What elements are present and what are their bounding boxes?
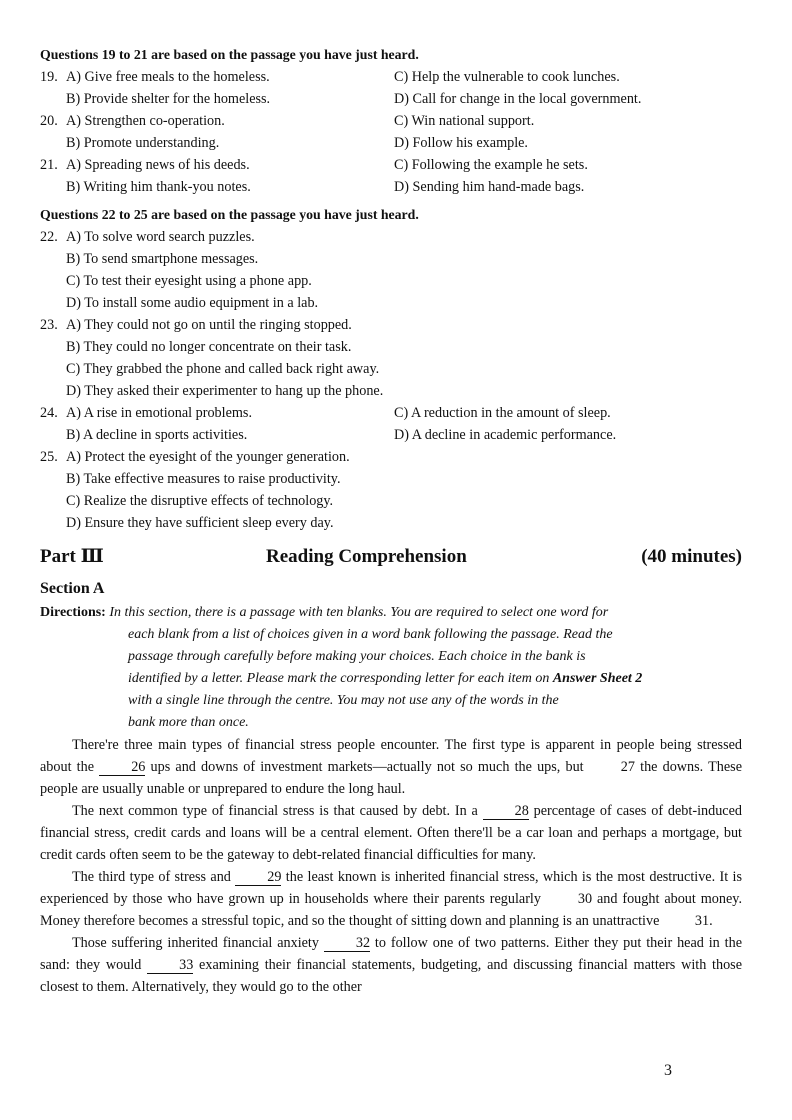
blank-26: 26: [99, 759, 145, 776]
answer-option: [394, 336, 742, 358]
question-number: [40, 380, 66, 402]
answer-option: A) Give free meals to the homeless.: [66, 69, 270, 85]
question-option-row: [40, 248, 742, 270]
question-number: [40, 88, 66, 110]
section-title: Section A: [40, 580, 105, 597]
answer-option: [394, 468, 742, 490]
question-option-row: [40, 270, 742, 292]
directions: [40, 602, 742, 734]
answer-option: B) Writing him thank-you notes.: [66, 179, 251, 195]
question-number: [40, 424, 66, 446]
blank-30: 30: [577, 891, 593, 907]
blank-32: 32: [324, 935, 370, 952]
answer-option: [394, 490, 742, 512]
question-option-row: [40, 402, 742, 424]
answer-option: D) They asked their experimenter to hang up the phone.: [66, 383, 384, 399]
question-number: [40, 336, 66, 358]
directions-line-4: identified by a letter. Please mark the corresponding letter for each item on: [128, 671, 553, 686]
question-number: 21.: [40, 157, 58, 173]
answer-option: D) Follow his example.: [394, 135, 528, 151]
answer-option: C) Win national support.: [394, 113, 535, 129]
question-number: [40, 248, 66, 270]
question-number: 19.: [40, 69, 58, 85]
question-number: [40, 292, 66, 314]
blank-31: 31: [694, 913, 710, 929]
directions-line-2: each blank from a list of choices given in a word bank following the passage. Read the: [128, 627, 613, 642]
answer-option: A) A rise in emotional problems.: [66, 405, 252, 421]
question-number: 24.: [40, 405, 58, 421]
answer-option: C) Help the vulnerable to cook lunches.: [394, 69, 620, 85]
directions-line-6: bank more than once.: [128, 715, 249, 730]
question-number: [40, 270, 66, 292]
answer-option: A) They could not go on until the ringing stopped.: [66, 317, 352, 333]
answer-option: B) Provide shelter for the homeless.: [66, 91, 271, 107]
blank-29: 29: [235, 869, 281, 886]
answer-option: [394, 270, 742, 292]
answer-option: A) Spreading news of his deeds.: [66, 157, 250, 173]
page-number: 3: [664, 1062, 672, 1079]
answer-option: [394, 226, 742, 248]
question-option-row: [40, 154, 742, 176]
question-option-row: [40, 226, 742, 248]
exam-page: [40, 44, 742, 998]
question-number: [40, 132, 66, 154]
question-number: [40, 358, 66, 380]
part-label: Part Ⅲ: [40, 546, 104, 567]
question-option-row: [40, 110, 742, 132]
question-number: [40, 512, 66, 534]
directions-line-1: In this section, there is a passage with ten blanks. You are required to select one word for: [109, 605, 609, 620]
passage-paragraph-4: Those suffering inherited financial anxiety 32 to follow one of two patterns. Either they put their head in the sand: they would 33 examining their financial statements, budgeting, and discussing financial matters with those closest to them. Alternatively, they would go to the other: [40, 935, 742, 995]
question-option-row: [40, 314, 742, 336]
part-title: Reading Comprehension: [266, 546, 467, 567]
answer-option: [394, 314, 742, 336]
answer-option: B) Take effective measures to raise productivity.: [66, 471, 341, 487]
question-option-row: [40, 132, 742, 154]
answer-option: C) A reduction in the amount of sleep.: [394, 405, 611, 421]
question-option-row: [40, 380, 742, 402]
question-option-row: [40, 336, 742, 358]
directions-body: [40, 624, 742, 734]
passage-paragraph-3: The third type of stress and 29 the least known is inherited financial stress, which is the most destructive. It is experienced by those who have grown up in households where their parents regularly 30 and fought about money. Money therefore becomes a stressful topic, and so the thought of sitting down and planning is an unattractive 31.: [40, 869, 742, 929]
answer-option: C) To test their eyesight using a phone app.: [66, 273, 312, 289]
question-number: [40, 176, 66, 198]
question-option-row: [40, 66, 742, 88]
questions-19-21-list: [40, 66, 742, 198]
answer-option: C) They grabbed the phone and called back right away.: [66, 361, 380, 377]
answer-option: C) Realize the disruptive effects of technology.: [66, 493, 334, 509]
answer-option: C) Following the example he sets.: [394, 157, 588, 173]
answer-option: A) Protect the eyesight of the younger generation.: [66, 449, 350, 465]
part-heading: [40, 546, 742, 576]
question-option-row: [40, 446, 742, 468]
questions-19-21-heading: Questions 19 to 21 are based on the passage you have just heard.: [40, 47, 419, 62]
blank-33: 33: [147, 957, 193, 974]
passage-paragraph-1: There're three main types of financial stress people encounter. The first type is apparent in people being stressed about the 26 ups and downs of investment markets—actually not so much the ups, but 27 the downs. These people are usually unable or unprepared to endure the long haul.: [40, 737, 742, 797]
questions-22-25-heading: Questions 22 to 25 are based on the passage you have just heard.: [40, 207, 419, 222]
blank-27: 27: [620, 759, 635, 775]
answer-option: A) Strengthen co-operation.: [66, 113, 225, 129]
answer-option: D) Ensure they have sufficient sleep every day.: [66, 515, 334, 531]
answer-option: [394, 512, 742, 534]
answer-option: B) A decline in sports activities.: [66, 427, 248, 443]
answer-option: D) Call for change in the local government.: [394, 91, 642, 107]
question-number: 25.: [40, 449, 58, 465]
answer-option: A) To solve word search puzzles.: [66, 229, 255, 245]
questions-22-25-list: [40, 226, 742, 534]
question-option-row: [40, 490, 742, 512]
question-option-row: [40, 176, 742, 198]
question-option-row: [40, 358, 742, 380]
question-number: [40, 468, 66, 490]
answer-option: D) Sending him hand-made bags.: [394, 179, 585, 195]
question-number: 23.: [40, 317, 58, 333]
answer-sheet-ref: Answer Sheet 2: [552, 671, 643, 686]
answer-option: [394, 358, 742, 380]
directions-line-5: with a single line through the centre. You may not use any of the words in the: [128, 693, 559, 708]
answer-option: D) To install some audio equipment in a lab.: [66, 295, 319, 311]
answer-option: [394, 380, 742, 402]
question-option-row: [40, 292, 742, 314]
answer-option: B) They could no longer concentrate on their task.: [66, 339, 352, 355]
answer-option: B) To send smartphone messages.: [66, 251, 259, 267]
question-option-row: [40, 88, 742, 110]
question-number: 20.: [40, 113, 58, 129]
question-number: [40, 490, 66, 512]
answer-option: [394, 446, 742, 468]
answer-option: B) Promote understanding.: [66, 135, 220, 151]
directions-line-3: passage through carefully before making your choices. Each choice in the bank is: [128, 649, 586, 664]
question-number: 22.: [40, 229, 58, 245]
answer-option: [394, 248, 742, 270]
blank-28: 28: [483, 803, 529, 820]
part-time: (40 minutes): [641, 546, 742, 567]
question-option-row: [40, 512, 742, 534]
answer-option: D) A decline in academic performance.: [394, 427, 617, 443]
passage-paragraph-2: The next common type of financial stress is that caused by debt. In a 28 percentage of cases of debt-induced financial stress, credit cards and loans will be a central element. Often there'll be a car loan and perhaps a mortgage, but credit cards often seem to be the gateway to debt-related financial difficulties for many.: [40, 803, 742, 863]
question-option-row: [40, 468, 742, 490]
question-option-row: [40, 424, 742, 446]
answer-option: [394, 292, 742, 314]
directions-label: Directions:: [40, 605, 106, 620]
